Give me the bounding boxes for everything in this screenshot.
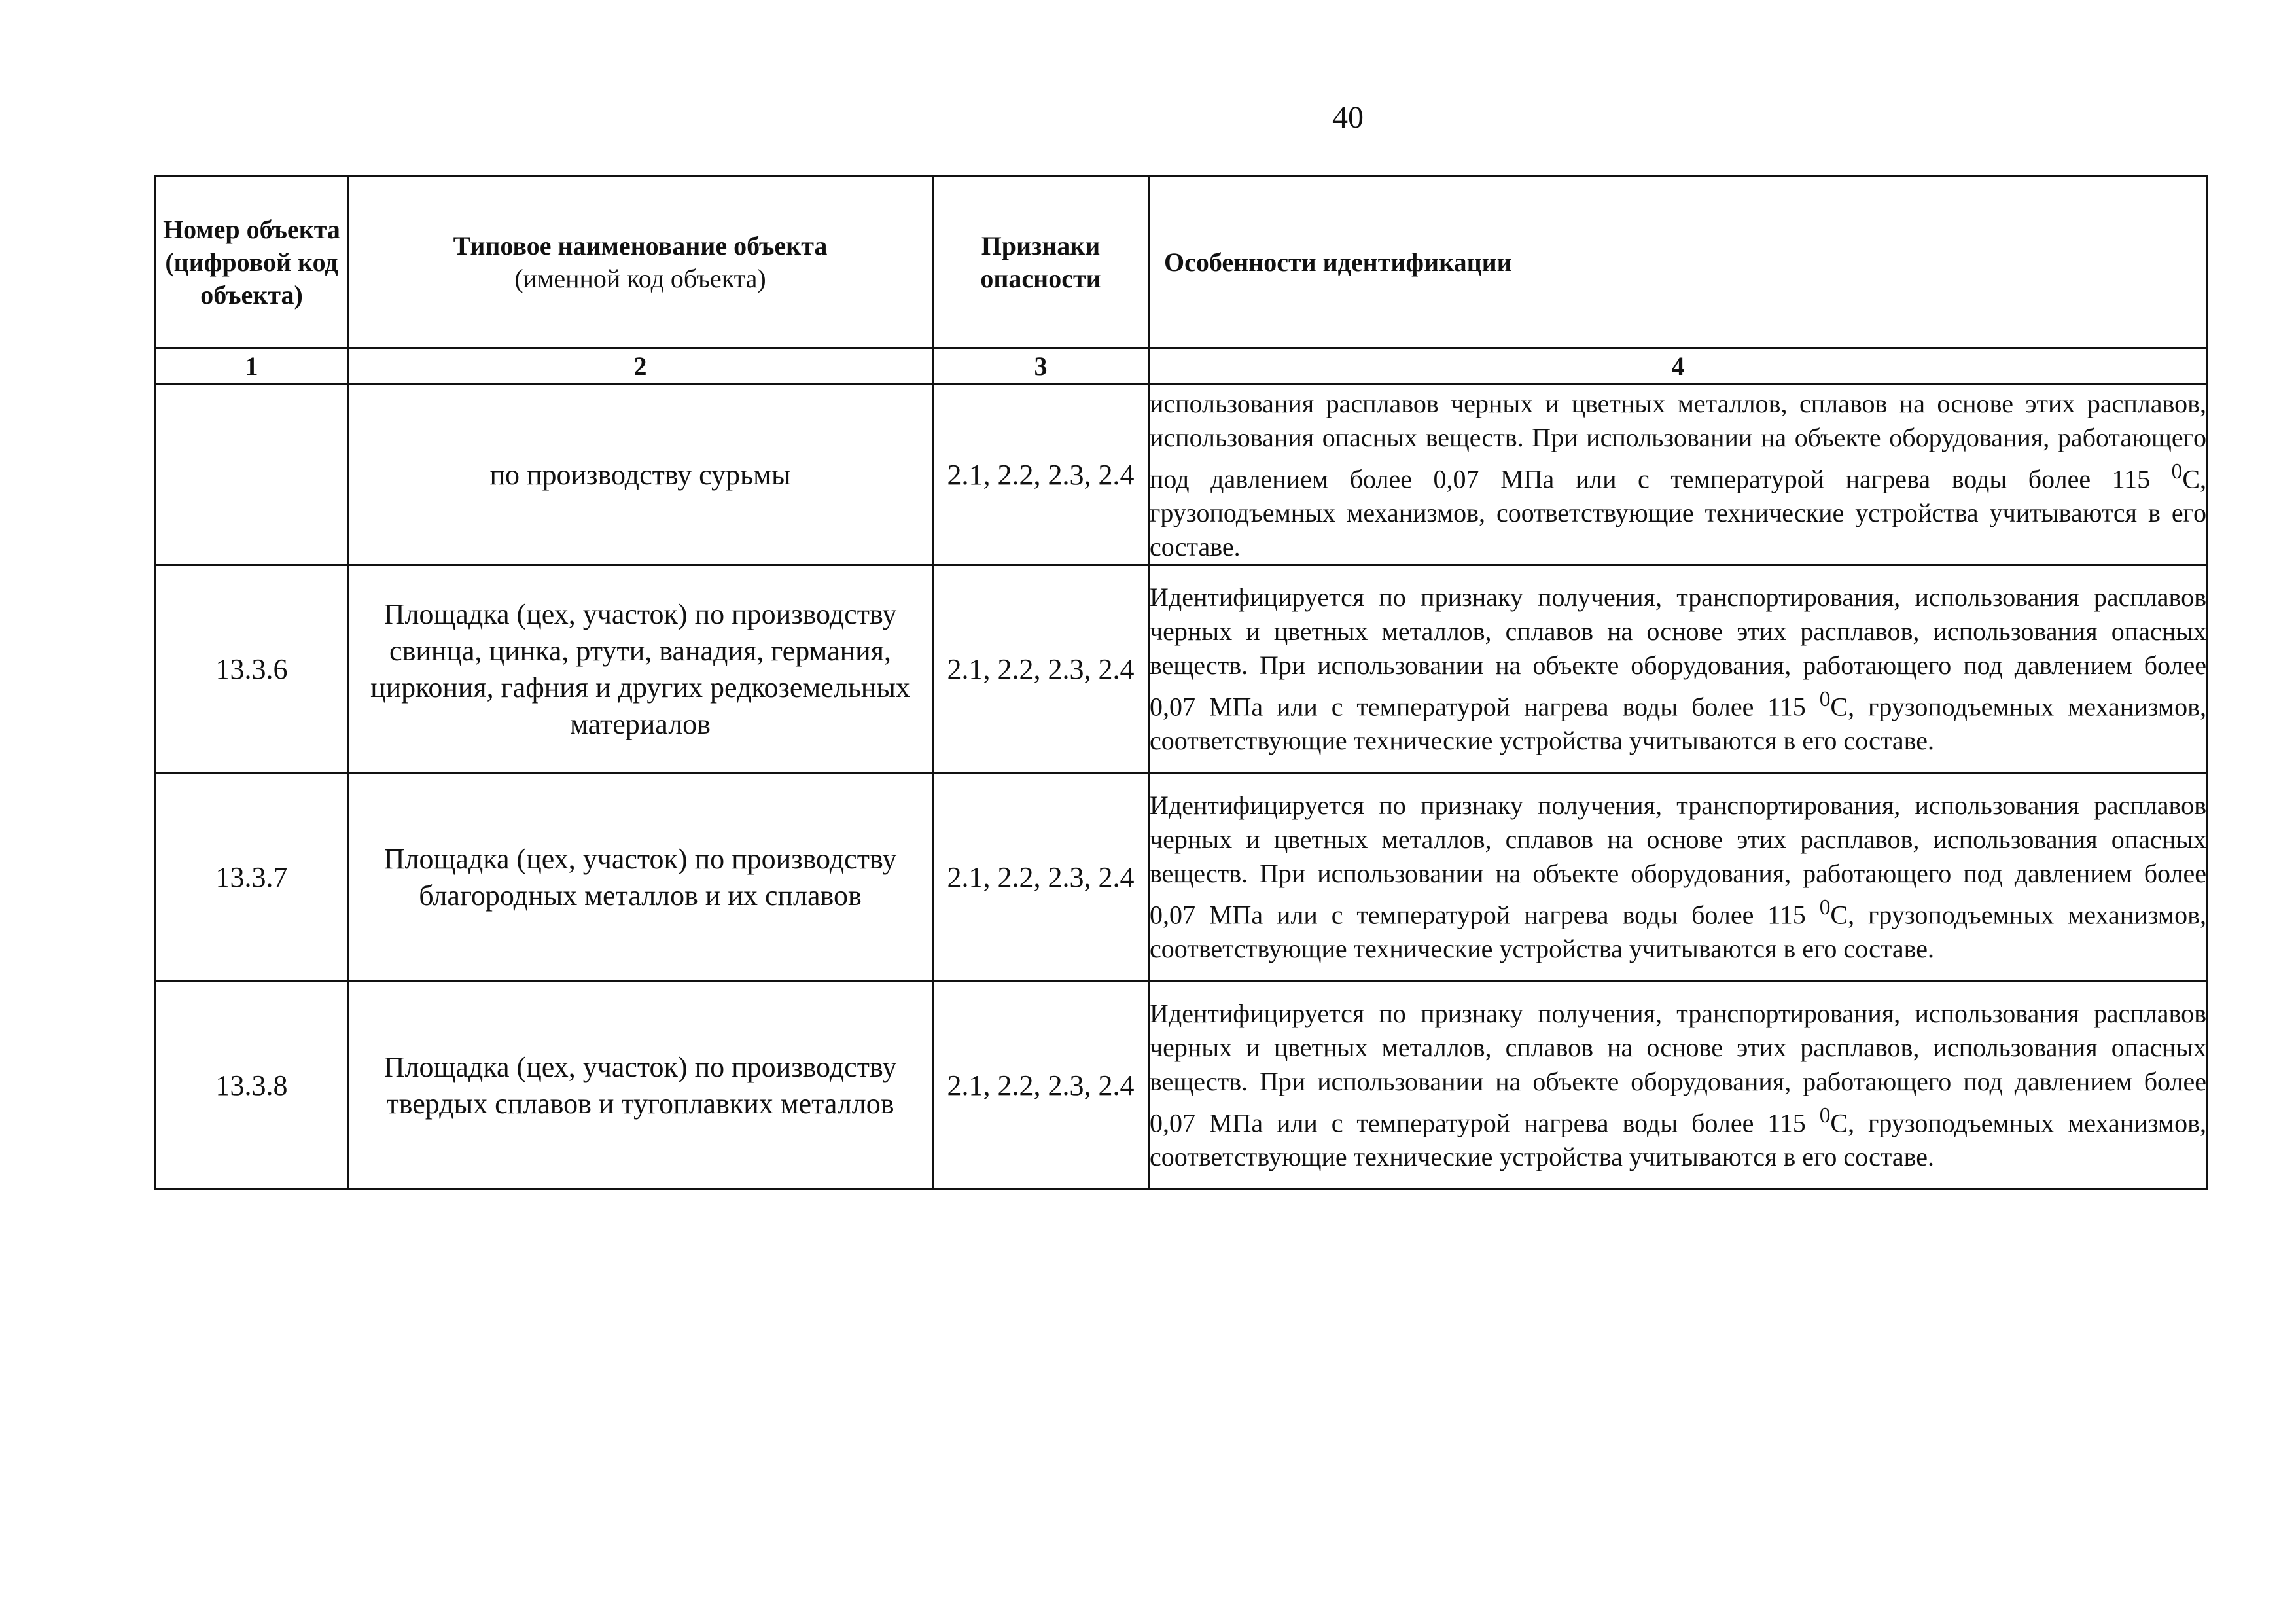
features-text: Идентифицируется по признаку получения, транспортирования, использования расплавов черных и цветных металлов, сплавов на основе этих расплавов, использования опасных веществ. При использовании на объекте оборудования, работающего под давлением более 0,07 МПа или с температурой нагрева воды более 115 [1150, 791, 2206, 930]
header-object-name-title: Типовое наименование объекта [453, 230, 828, 260]
column-number-row [156, 348, 2208, 385]
header-object-number: Номер объекта (цифровой код объекта) [156, 177, 348, 348]
column-number-4: 4 [1149, 348, 2208, 385]
header-object-name [348, 177, 933, 348]
object-code: 13.3.7 [156, 774, 348, 982]
hazard-signs: 2.1, 2.2, 2.3, 2.4 [933, 385, 1149, 565]
identification-features [1149, 774, 2208, 982]
table-row [156, 565, 2208, 774]
hazard-signs: 2.1, 2.2, 2.3, 2.4 [933, 565, 1149, 774]
identification-table [154, 175, 2208, 1190]
header-hazard-signs: Признаки опасности [933, 177, 1149, 348]
object-name: Площадка (цех, участок) по производству твердых сплавов и тугоплавких металлов [348, 982, 933, 1190]
features-text: Идентифицируется по признаку получения, транспортирования, использования расплавов черных и цветных металлов, сплавов на основе этих расплавов, использования опасных веществ. При использовании на объекте оборудования, работающего под давлением более 0,07 МПа или с температурой нагрева воды более 115 [1150, 999, 2206, 1138]
hazard-signs: 2.1, 2.2, 2.3, 2.4 [933, 982, 1149, 1190]
header-object-name-sub: (именной код объекта) [514, 263, 766, 293]
object-code: 13.3.8 [156, 982, 348, 1190]
features-text-tail: С, грузоподъемных механизмов, соответствующие технические устройства учитываются в его составе. [1150, 464, 2206, 562]
degree-superscript: 0 [1819, 687, 1831, 712]
object-code [156, 385, 348, 565]
features-text-tail: С, грузоподъемных механизмов, соответствующие технические устройства учитываются в его составе. [1150, 900, 2206, 964]
column-number-2: 2 [348, 348, 933, 385]
identification-features [1149, 982, 2208, 1190]
object-name: Площадка (цех, участок) по производству благородных металлов и их сплавов [348, 774, 933, 982]
features-text: Идентифицируется по признаку получения, транспортирования, использования расплавов черных и цветных металлов, сплавов на основе этих расплавов, использования опасных веществ. При использовании на объекте оборудования, работающего под давлением более 0,07 МПа или с температурой нагрева воды более 115 [1150, 582, 2206, 722]
degree-superscript: 0 [2171, 459, 2183, 484]
degree-superscript: 0 [1819, 895, 1831, 920]
object-name: по производству сурьмы [348, 385, 933, 565]
table-row [156, 774, 2208, 982]
hazard-signs: 2.1, 2.2, 2.3, 2.4 [933, 774, 1149, 982]
column-number-1: 1 [156, 348, 348, 385]
features-text-tail: С, грузоподъемных механизмов, соответствующие технические устройства учитываются в его составе. [1150, 1108, 2206, 1172]
features-text-tail: С, грузоподъемных механизмов, соответствующие технические устройства учитываются в его составе. [1150, 692, 2206, 756]
features-text: использования расплавов черных и цветных металлов, сплавов на основе этих расплавов, использования опасных веществ. При использовании на объекте оборудования, работающего под давлением более 0,07 МПа или с температурой нагрева воды более 115 [1150, 389, 2206, 494]
identification-features [1149, 565, 2208, 774]
object-code: 13.3.6 [156, 565, 348, 774]
page-number: 40 [1332, 100, 1364, 135]
column-number-3: 3 [933, 348, 1149, 385]
identification-features [1149, 385, 2208, 565]
degree-superscript: 0 [1819, 1103, 1831, 1128]
table-header-row [156, 177, 2208, 348]
header-identification-features: Особенности идентификации [1149, 177, 2208, 348]
table-row [156, 385, 2208, 565]
table-row [156, 982, 2208, 1190]
object-name: Площадка (цех, участок) по производству свинца, цинка, ртути, ванадия, германия, циркония, гафния и других редкоземельных материалов [348, 565, 933, 774]
